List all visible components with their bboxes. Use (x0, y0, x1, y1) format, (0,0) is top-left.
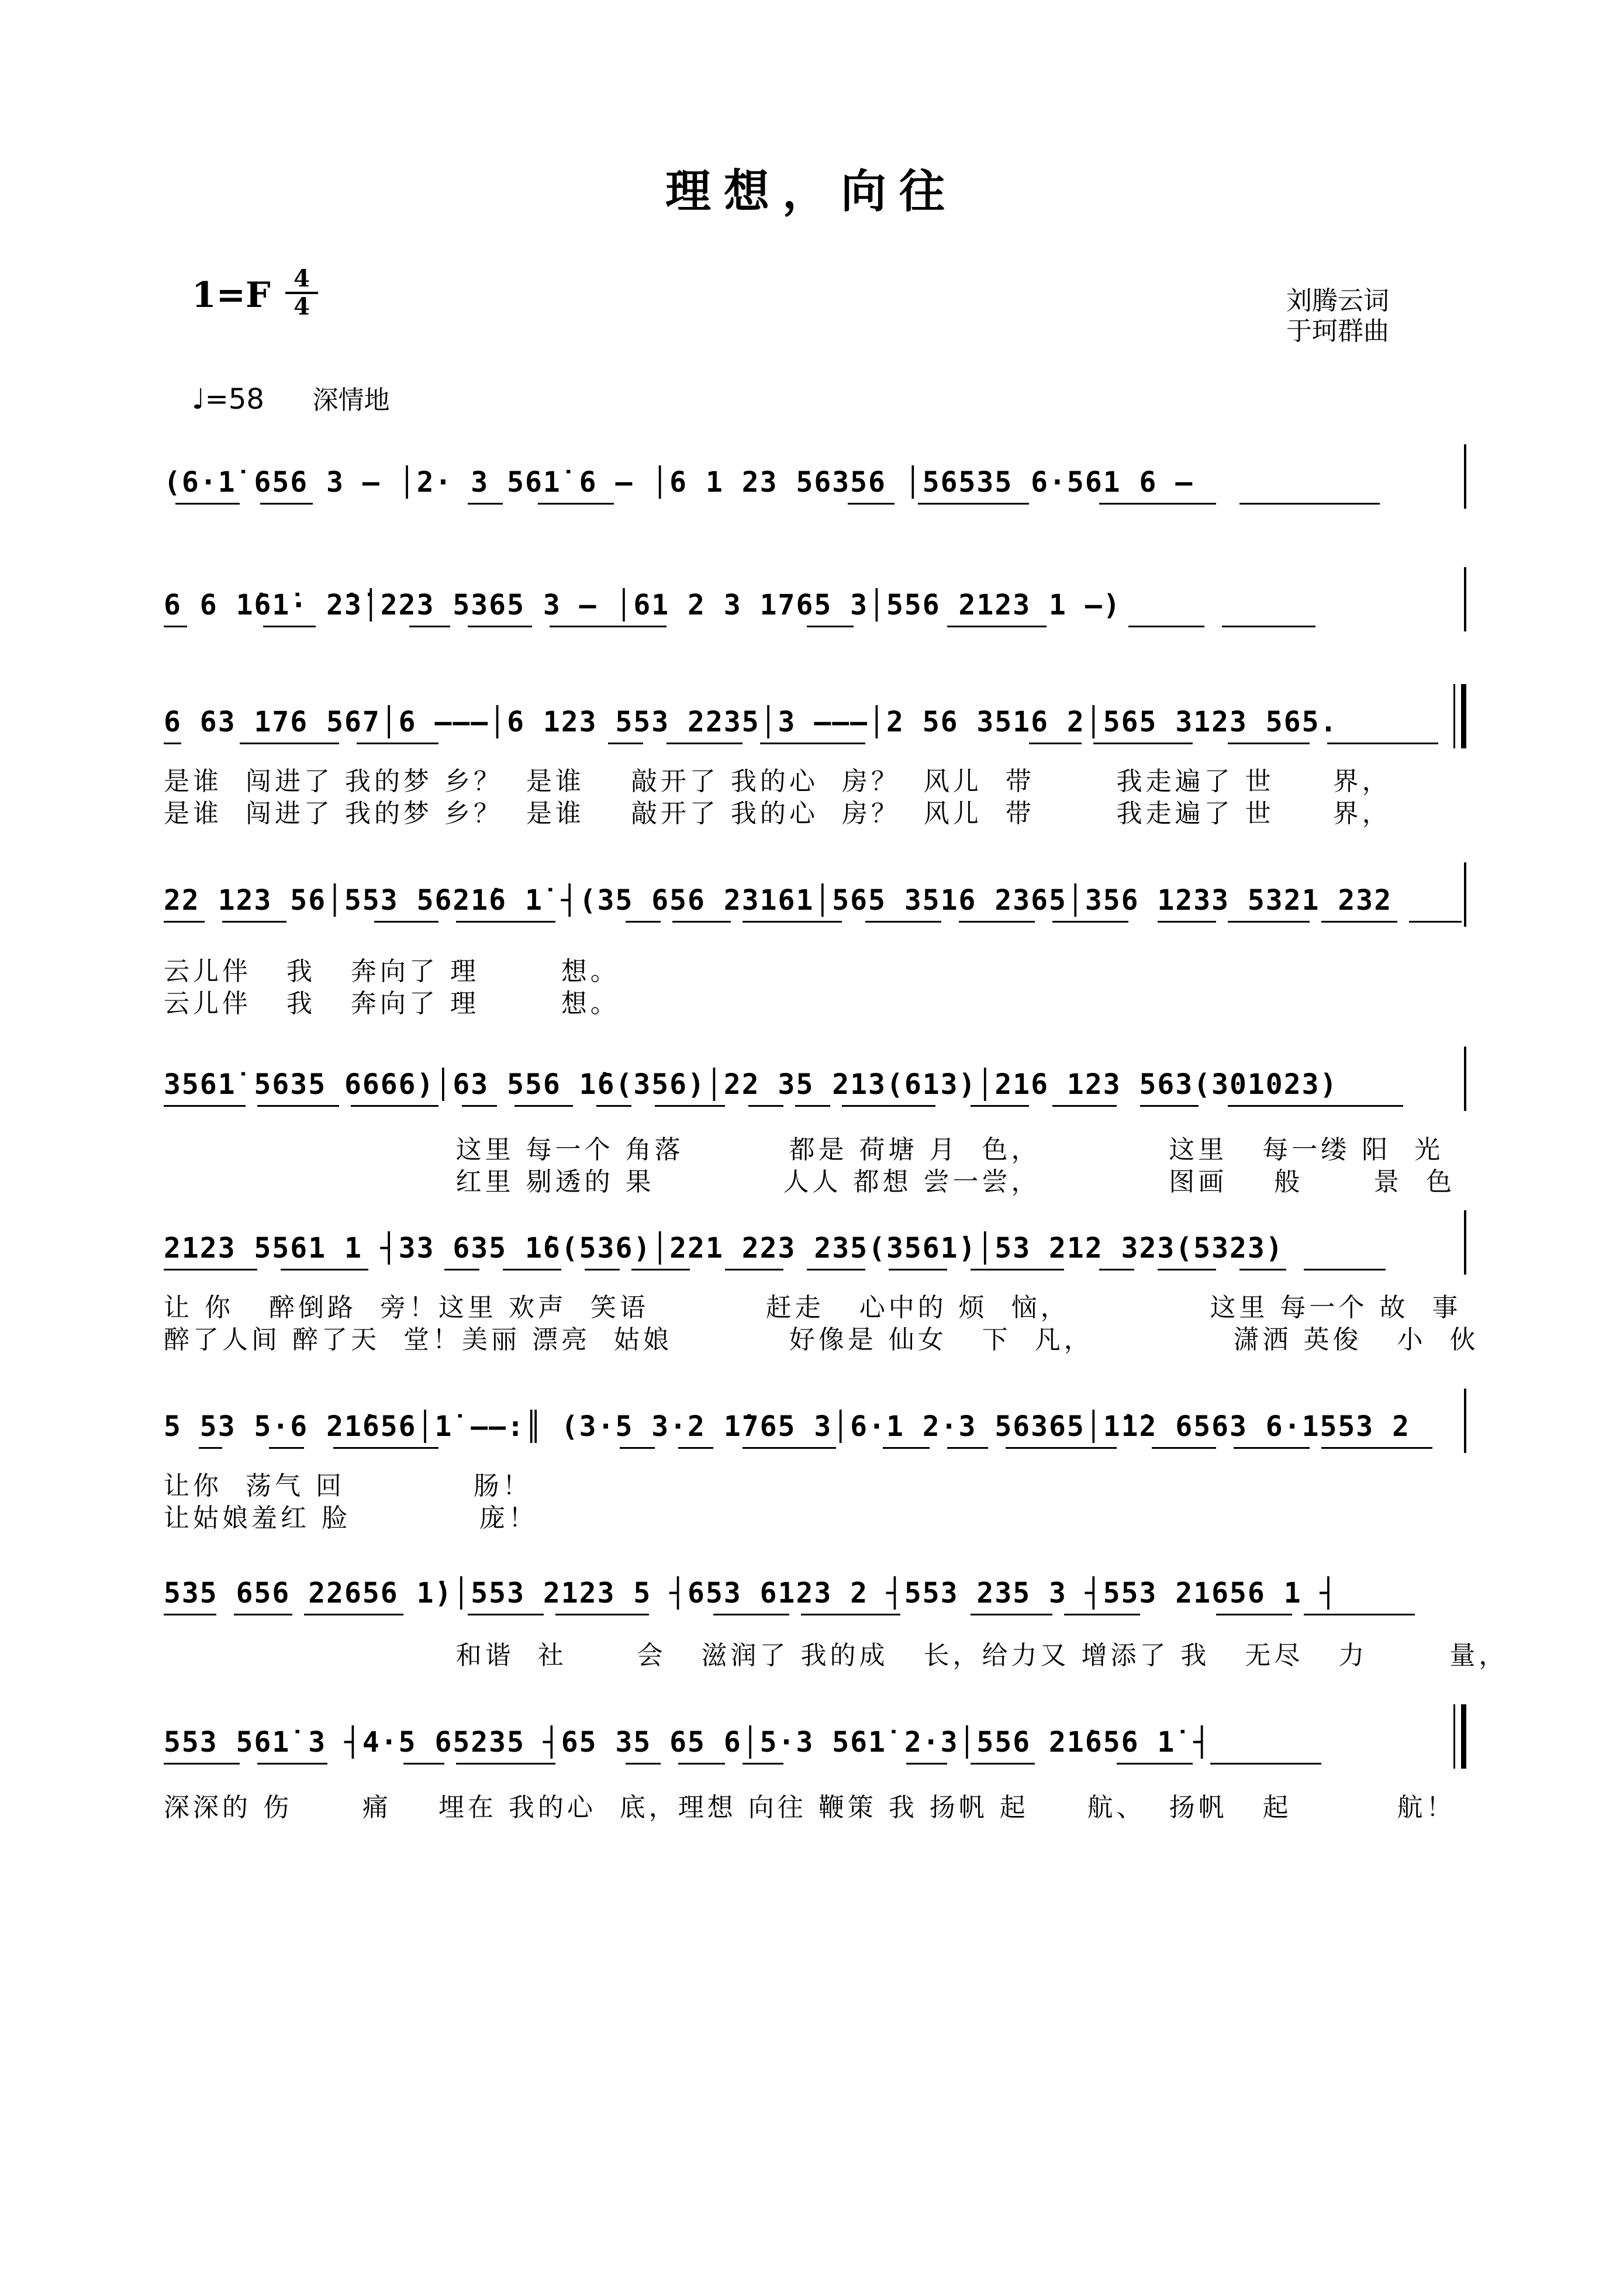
time-signature (285, 266, 318, 320)
barline (1464, 1389, 1466, 1453)
notation-line: 3561̇ 5635 6666)│63 556 1̇6(356)│22 35 213(613)│216 123 563(301023) (164, 1068, 1338, 1101)
key-signature: 1=F (192, 275, 271, 316)
lyric-verse-2: 醉了人间 醉了天 堂！美丽 漂亮 姑娘 好像是 仙女 下 凡， 潇洒 英俊 小 伙 (164, 1325, 1479, 1355)
notation-line: 2123 5561 1 ┤33 635 1̇6(536)│221 223 235(3561̇)│53 212 323(5323) (164, 1232, 1284, 1265)
expression-marking: 深情地 (312, 385, 390, 415)
lyricist-credit: 刘腾云词 (1286, 286, 1389, 316)
lyric-verse-1: 和谐 社 会 滋润了 我的成 长，给力又 增添了 我 无尽 力 量， (164, 1641, 1508, 1670)
barline (1464, 862, 1466, 927)
tempo-value: ♩=58 (192, 383, 264, 416)
beam-underlines (164, 1269, 1467, 1283)
song-title: 理想，向往 (665, 165, 958, 218)
beam-underlines (164, 626, 1467, 640)
notation-line: 6 63 176 567│6 –––│6 123 553 2235│3 –––│2 56 3516 2│565 3123 565. (164, 706, 1338, 738)
beam-underlines (164, 1614, 1467, 1628)
lyric-verse-2: 云儿伴 我 奔向了 理 想。 (164, 989, 620, 1018)
final-barline (1453, 1704, 1466, 1769)
beam-underlines (164, 503, 1467, 517)
barline (1453, 684, 1466, 748)
lyric-verse-1: 让 你 醉倒路 旁！这里 欢声 笑语 赶走 心中的 烦 恼， 这里 每一个 故 事 (164, 1293, 1462, 1323)
barline (1464, 1047, 1466, 1111)
beam-underlines (164, 743, 1467, 757)
lyric-verse-1: 是谁 闯进了 我的梦 乡？ 是谁 敲开了 我的心 房？ 风儿 带 我走遍了 世 界， (164, 767, 1391, 796)
time-signature-denominator: 4 (293, 293, 310, 320)
lyric-verse-2: 红里 剔透的 果 人人 都想 尝一尝， 图画 般 景 色 (164, 1167, 1456, 1197)
beam-underlines (164, 1105, 1467, 1119)
barline (1464, 444, 1466, 509)
notation-line: 5 53 5·6 21̇656│1̇ ––:║ (3·5 3·2 1̇765 3│6·1 2·3 56365│1̇1̇2 6563 6·1553 2 (164, 1410, 1410, 1443)
notation-line: 6 6 1̇61̇· 2̇3̇│223 5365 3 – │61 2 3 1765 3│556 2123 1 –) (164, 589, 1121, 622)
beam-underlines (164, 921, 1467, 935)
notation-line: (6·1̇ 656 3 – │2· 3 561̇ 6 – │6 1 23 56356 │56535 6·561 6 – (164, 466, 1194, 499)
lyric-verse-1: 深深的 伤 痛 埋在 我的心 底，理想 向往 鞭策 我 扬帆 起 航、 扬帆 起 航！ (164, 1793, 1456, 1822)
lyric-verse-1: 这里 每一个 角落 都是 荷塘 月 色， 这里 每一缕 阳 光 (164, 1135, 1444, 1165)
beam-underlines (164, 1763, 1467, 1777)
composer-credit: 于珂群曲 (1286, 316, 1389, 346)
lyric-verse-1: 云儿伴 我 奔向了 理 想。 (164, 957, 620, 986)
notation-line: 22 123 56│553 5621̇6 1̇ ┤(35 656 23161│565 3516 2365│356 1233 5321 232 (164, 884, 1393, 917)
notation-line: 535 656 22656 1̇)│553 2123 5 ┤653 6123 2 ┤553 235 3 ┤553 21656 1 ┤ (164, 1577, 1338, 1610)
beam-underlines (164, 1447, 1467, 1461)
lyric-verse-2: 是谁 闯进了 我的梦 乡？ 是谁 敲开了 我的心 房？ 风儿 带 我走遍了 世 界， (164, 799, 1391, 828)
barline (1464, 567, 1466, 631)
lyric-verse-1: 让你 荡气 回 肠！ (164, 1471, 532, 1501)
lyric-verse-2: 让姑娘羞红 脸 庞！ (164, 1503, 538, 1533)
barline (1464, 1210, 1466, 1275)
time-signature-numerator: 4 (285, 266, 318, 294)
tempo-marking (192, 379, 390, 416)
notation-line: 553 561̇ 3 ┤4·5 65235 ┤65 35 65 6│5·3 561̇ 2·3│556 21̇656 1̇ ┤ (164, 1726, 1212, 1759)
